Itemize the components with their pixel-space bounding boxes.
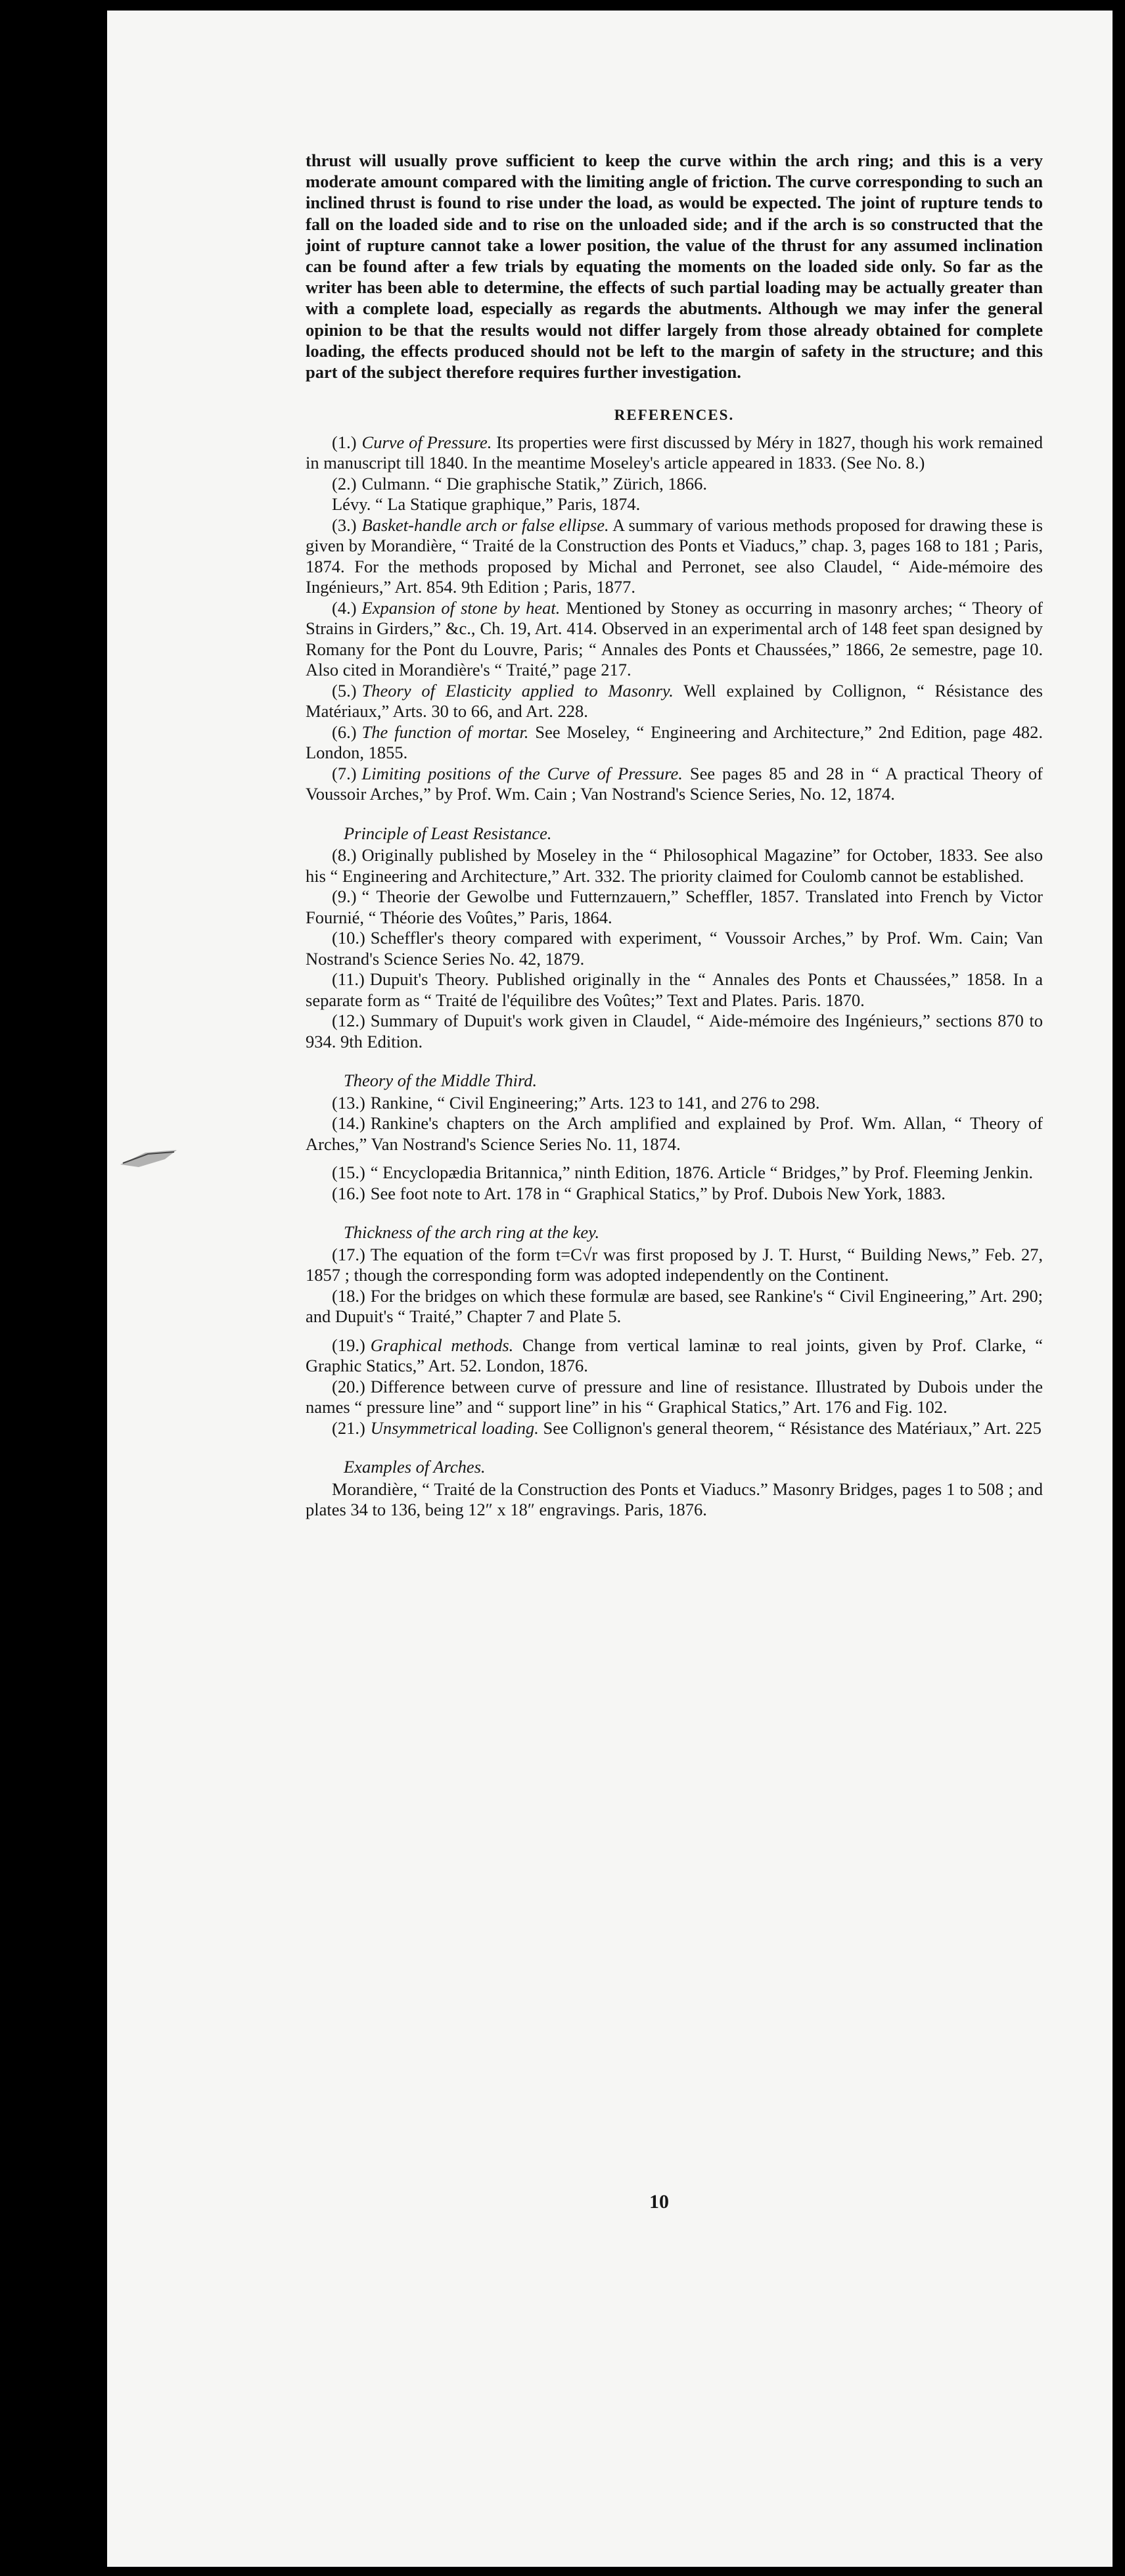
- reference-item: (15.) “ Encyclopædia Britannica,” ninth Edition, 1876. Article “ Bridges,” by Prof. Fleeming Jenkin.: [332, 1162, 1034, 1183]
- reference-item: (7.) Limiting positions of the Curve of Pressure. See pages 85 and 28 in “ A practical Theory of Voussoir Arches,” by Prof. Wm. Cain ; Van Nostrand's Science Series, No. 12, 1874.: [306, 763, 1043, 804]
- reference-item: (16.) See foot note to Art. 178 in “ Graphical Statics,” by Prof. Dubois New York, 1883.: [332, 1183, 946, 1203]
- reference-item: (17.) The equation of the form t=C√r was first proposed by J. T. Hurst, “ Building News,” Feb. 27, 1857 ; though the corresponding form was adopted independently on the Continent.: [306, 1244, 1043, 1285]
- reference-item: Lévy. “ La Statique graphique,” Paris, 1874.: [332, 494, 641, 515]
- reference-item: (8.) Originally published by Moseley in the “ Philosophical Magazine” for October, 1833. See also his “ Engineering and Architecture,” Art. 332. The priority claimed for Coulomb cannot be established.: [306, 845, 1043, 886]
- section-subheading-examples: Examples of Arches.: [344, 1457, 486, 1477]
- intro-paragraph: thrust will usually prove sufficient to keep the curve within the arch ring; and this is a very moderate amount compared with the limiting angle of friction. The curve corresponding to such an inclined thrust is found to rise under the load, as would be expected. The joint of rupture tends to fall on the loaded side and to rise on the unloaded side; and if the arch is so constructed that the joint of rupture cannot take a lower position, the value of the thrust for any assumed inclination can be found after a few trials by equating the moments on the loaded side only. So far as the writer has been able to determine, the effects of such partial loading may be actually greater than with a complete load, especially as regards the abutments. Although we may infer the general opinion to be that the results would not differ largely from those already obtained for complete loading, the effects produced should not be left to the margin of safety in the structure; and this part of the subject therefore requires further investigation.: [306, 150, 1043, 382]
- section-subheading-least-resistance: Principle of Least Resistance.: [344, 823, 552, 843]
- reference-item: (6.) The function of mortar. See Moseley, “ Engineering and Architecture,” 2nd Edition, page 482. London, 1855.: [306, 722, 1044, 763]
- reference-item: (19.) Graphical methods. Change from vertical laminæ to real joints, given by Prof. Clarke, “ Graphic Statics,” Art. 52. London, 1876.: [306, 1335, 1043, 1376]
- reference-item: (4.) Expansion of stone by heat. Mentioned by Stoney as occurring in masonry arches; “ Theory of Strains in Girders,” &c., Ch. 19, Art. 414. Observed in an experimental arch of 148 feet span designed by Romany for the Pont du Louvre, Paris; “ Annales des Ponts et Chaussées,” 1866, 2e semestre, page 10. Also cited in Morandière's “ Traité,” page 217.: [306, 597, 1044, 680]
- reference-item: (1.) Curve of Pressure. Its properties were first discussed by Méry in 1827, though his work remained in manuscript till 1840. In the meantime Moseley's article appeared in 1833. (See No. 8.): [306, 432, 1044, 473]
- reference-item: (14.) Rankine's chapters on the Arch amplified and explained by Prof. Wm. Allan, “ Theory of Arches,” Van Nostrand's Science Series No. 11, 1874.: [306, 1113, 1043, 1154]
- document-page: [107, 11, 1113, 2567]
- section-subheading-thickness: Thickness of the arch ring at the key.: [344, 1222, 600, 1243]
- reference-item: (10.) Scheffler's theory compared with experiment, “ Voussoir Arches,” by Prof. Wm. Cain; Van Nostrand's Science Series No. 42, 1879.: [306, 928, 1043, 969]
- reference-item: (11.) Dupuit's Theory. Published originally in the “ Annales des Ponts et Chaussées,” 1858. In a separate form as “ Traité de l'équilibre des Voûtes;” Text and Plates. Paris. 1870.: [306, 969, 1043, 1010]
- reference-item: Morandière, “ Traité de la Construction des Ponts et Viaducs.” Masonry Bridges, pages 1 to 508 ; and plates 34 to 136, being 12″ x 18″ engravings. Paris, 1876.: [306, 1479, 1043, 1520]
- reference-item: (5.) Theory of Elasticity applied to Masonry. Well explained by Collignon, “ Résistance des Matériaux,” Arts. 30 to 66, and Art. 228.: [306, 680, 1043, 722]
- reference-item: (9.) “ Theorie der Gewolbe und Futternzauern,” Scheffler, 1857. Translated into French by Victor Fournié, “ Théorie des Voûtes,” Paris, 1864.: [306, 886, 1043, 927]
- binding-clip-mark: [119, 1147, 179, 1171]
- reference-item: (18.) For the bridges on which these formulæ are based, see Rankine's “ Civil Engineering,” Art. 290; and Dupuit's “ Traité,” Chapter 7 and Plate 5.: [306, 1285, 1043, 1327]
- reference-item: (3.) Basket-handle arch or false ellipse. A summary of various methods proposed for drawing these is given by Morandière, “ Traité de la Construction des Ponts et Viaducs,” chap. 3, pages 168 to 181 ; Paris, 1874. For the methods proposed by Michal and Perronet, see also Claudel, “ Aide-mémoire des Ingénieurs,” Art. 854. 9th Edition ; Paris, 1877.: [306, 515, 1043, 597]
- references-heading: REFERENCES.: [614, 407, 735, 424]
- reference-item: (20.) Difference between curve of pressure and line of resistance. Illustrated by Dubois under the names “ pressure line” and “ support line” in his “ Graphical Statics,” Art. 176 and Fig. 102.: [306, 1376, 1043, 1417]
- page-number: 10: [649, 2191, 669, 2213]
- page-content: [306, 150, 1043, 1521]
- section-subheading-middle-third: Theory of the Middle Third.: [344, 1070, 538, 1091]
- reference-item: (21.) Unsymmetrical loading. See Collignon's general theorem, “ Résistance des Matériaux,” Art. 225: [332, 1417, 1042, 1438]
- reference-item: (13.) Rankine, “ Civil Engineering;” Arts. 123 to 141, and 276 to 298.: [332, 1092, 820, 1113]
- reference-item: (12.) Summary of Dupuit's work given in Claudel, “ Aide-mémoire des Ingénieurs,” sections 870 to 934. 9th Edition.: [306, 1011, 1043, 1051]
- reference-item: (2.) Culmann. “ Die graphische Statik,” Zürich, 1866.: [332, 473, 707, 494]
